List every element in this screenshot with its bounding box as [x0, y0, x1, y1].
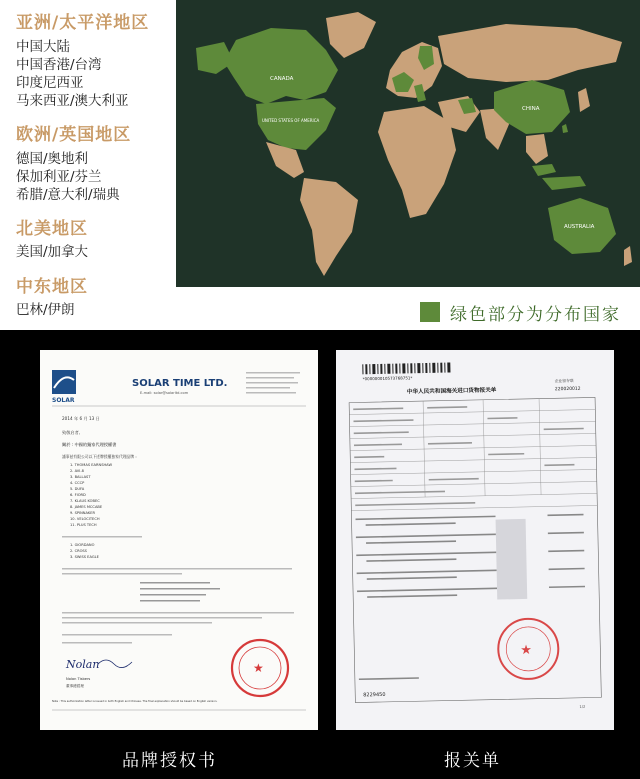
logo-text: SOLAR: [52, 397, 75, 404]
country-line: 中国香港/台湾: [16, 57, 102, 73]
brand-list: [70, 463, 112, 527]
greenland-shape: [326, 12, 376, 58]
russia-shape: [438, 24, 622, 82]
brand-item: 8. JAMES MCCABE: [70, 505, 103, 509]
brand-list-2: [70, 543, 100, 559]
brand-item: 3. BALLAST: [70, 475, 91, 479]
company-email: E-mail: solar@solarltd.com: [140, 391, 189, 395]
map-legend: [420, 298, 621, 326]
map-label-canada: CANADA: [270, 76, 294, 82]
svg-text:★: ★: [253, 661, 264, 675]
country-line: 中国大陆: [16, 39, 70, 55]
map-label-australia: AUSTRALIA: [564, 224, 595, 230]
brand-item: 9. SPINNAKER: [70, 511, 96, 515]
brand-item: 10. VELOCITECH: [70, 517, 100, 521]
brand-item: 1. THOMAS EARNSHAW: [70, 463, 112, 467]
letter-greeting: 致敬启者,: [62, 430, 81, 435]
brand-item: 2. AVI-8: [70, 469, 84, 473]
canada-shape: [224, 28, 338, 104]
brand-item: 5. DUFA: [70, 487, 85, 491]
footer-note: Note : This authorization letter is issued in both English and Chinese. The final explanation should be based on English version.: [52, 700, 218, 703]
customs-page: 1/2: [579, 704, 586, 709]
customs-top-right: 企业留存联: [554, 377, 574, 384]
letter-date: 2014 年 6 月 13 日: [62, 416, 100, 421]
africa-shape: [378, 106, 456, 218]
usa-shape: [256, 98, 336, 150]
new-zealand-shape: [624, 246, 632, 266]
country-line: 巴林/伊朗: [16, 302, 75, 318]
company-name: SOLAR TIME LTD.: [132, 378, 228, 389]
svg-text:★: ★: [520, 642, 533, 659]
brand-item: 3. SWISS EAGLE: [70, 555, 99, 559]
taiwan-highlight-shape: [562, 124, 568, 133]
brand-item: 2. CROSS: [70, 549, 87, 553]
country-line: 德国/奥地利: [16, 151, 89, 167]
region-title-north-america: 北美地区: [16, 219, 88, 239]
signer-title: 董事總經理: [66, 684, 84, 688]
country-line: 印度尼西亚: [16, 75, 84, 91]
brand-item: 4. CCCP: [70, 481, 85, 485]
country-line: 保加利亚/芬兰: [16, 169, 102, 185]
caption-customs: 报关单: [444, 751, 501, 771]
solar-logo-icon: [52, 370, 76, 394]
region-title-asia-pacific: 亚洲/太平洋地区: [16, 13, 150, 33]
barcode: [362, 362, 450, 374]
form-number: 220020012: [554, 386, 581, 393]
country-line: 美国/加拿大: [16, 244, 89, 260]
brand-item: 1. GIORDANO: [70, 543, 95, 547]
legend-swatch: [420, 302, 440, 322]
signer-name: Nolan Tisbers: [66, 677, 91, 681]
customs-form-grid: [349, 397, 601, 702]
barcode-number: *000000010573768751*: [362, 375, 413, 382]
customs-footer-id: 8229450: [363, 691, 386, 699]
world-map: [176, 0, 640, 287]
brand-item: 11. PLUS TECH: [70, 523, 97, 527]
southeast-asia-shape: [526, 134, 548, 164]
letter-intro: 謹事兹有限公司以下述牌授權独家代理品牌 :: [62, 454, 137, 459]
map-label-china: CHINA: [522, 106, 540, 112]
legend-text: 绿色部分为分布国家: [450, 304, 621, 325]
letter-subject: 關於 : 中國的獨家代理授權書: [62, 442, 117, 447]
europe-shape: [386, 42, 442, 98]
signature: Nolan: [66, 658, 100, 671]
map-label-usa: UNITED STATES OF AMERICA: [262, 118, 320, 123]
customs-title: 中华人民共和国海关进口货物报关单: [406, 387, 497, 396]
caption-authorization: 品牌授权书: [122, 751, 217, 771]
japan-shape: [578, 88, 590, 112]
brand-item: 7. KLAUS KOBEC: [70, 499, 100, 503]
region-title-middle-east: 中东地区: [16, 277, 88, 297]
malaysia-highlight-shape: [532, 164, 556, 176]
alaska-shape: [196, 42, 234, 74]
customs-declaration: [336, 350, 614, 730]
south-america-shape: [300, 178, 358, 276]
country-line: 马来西亚/澳大利亚: [16, 93, 129, 109]
country-line: 希腊/意大利/瑞典: [16, 187, 120, 203]
region-title-europe: 欧洲/英国地区: [16, 125, 132, 145]
indonesia-highlight-shape: [542, 176, 586, 190]
authorization-letter: [40, 350, 318, 730]
brand-item: 6. FIORD: [70, 493, 86, 497]
world-map-graphic: [176, 0, 640, 287]
